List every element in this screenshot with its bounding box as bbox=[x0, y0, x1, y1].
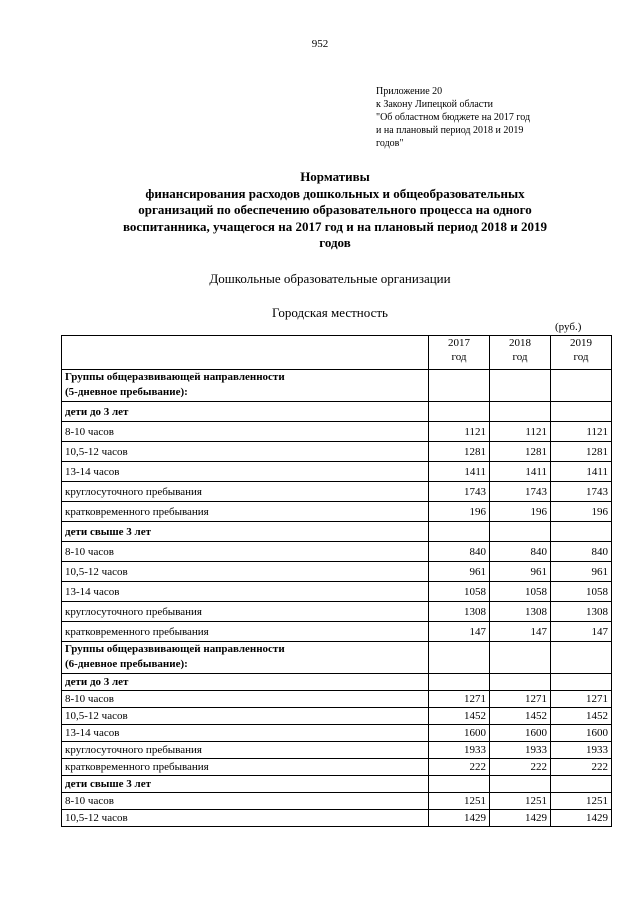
value-cell: 1452 bbox=[429, 708, 490, 725]
empty-cell bbox=[551, 402, 612, 422]
value-cell: 1600 bbox=[551, 725, 612, 742]
value-cell: 222 bbox=[490, 759, 551, 776]
row-label: 8-10 часов bbox=[62, 542, 429, 562]
appendix-line: Приложение 20 bbox=[376, 86, 443, 97]
value-cell: 840 bbox=[551, 542, 612, 562]
document-title bbox=[60, 169, 610, 252]
value-cell: 1411 bbox=[551, 462, 612, 482]
value-cell: 1251 bbox=[551, 793, 612, 810]
subgroup-row bbox=[62, 674, 612, 691]
empty-cell bbox=[490, 642, 551, 674]
empty-cell bbox=[429, 674, 490, 691]
norms-table bbox=[61, 335, 612, 827]
value-cell: 1121 bbox=[429, 422, 490, 442]
value-cell: 1251 bbox=[429, 793, 490, 810]
value-cell: 1933 bbox=[429, 742, 490, 759]
table-row bbox=[62, 602, 612, 622]
subsection-heading: Городская местность bbox=[272, 305, 388, 320]
title-line: воспитанника, учащегося на 2017 год и на плановый период 2018 и 2019 bbox=[123, 218, 547, 234]
table-row bbox=[62, 442, 612, 462]
row-label: 13-14 часов bbox=[62, 725, 429, 742]
header-year: 2017 bbox=[448, 337, 470, 349]
appendix-note bbox=[376, 85, 576, 150]
row-label: 10,5-12 часов bbox=[62, 442, 429, 462]
value-cell: 1281 bbox=[490, 442, 551, 462]
value-cell: 222 bbox=[429, 759, 490, 776]
subgroup-row bbox=[62, 402, 612, 422]
value-cell: 196 bbox=[490, 502, 551, 522]
table-row bbox=[62, 482, 612, 502]
subgroup-row bbox=[62, 522, 612, 542]
value-cell: 1452 bbox=[490, 708, 551, 725]
group-row bbox=[62, 642, 612, 674]
value-cell: 1600 bbox=[490, 725, 551, 742]
header-year-2017 bbox=[429, 336, 490, 370]
empty-cell bbox=[429, 642, 490, 674]
row-label: 10,5-12 часов bbox=[62, 562, 429, 582]
value-cell: 1281 bbox=[429, 442, 490, 462]
subgroup-label: дети свыше 3 лет bbox=[62, 776, 429, 793]
row-label: 10,5-12 часов bbox=[62, 810, 429, 827]
value-cell: 1429 bbox=[429, 810, 490, 827]
table-row bbox=[62, 462, 612, 482]
subgroup-label: дети свыше 3 лет bbox=[62, 522, 429, 542]
empty-cell bbox=[490, 370, 551, 402]
unit-label: (руб.) bbox=[555, 321, 582, 333]
row-label: 8-10 часов bbox=[62, 422, 429, 442]
value-cell: 961 bbox=[490, 562, 551, 582]
row-label: 10,5-12 часов bbox=[62, 708, 429, 725]
value-cell: 1271 bbox=[429, 691, 490, 708]
row-label: кратковременного пребывания bbox=[62, 502, 429, 522]
row-label: 13-14 часов bbox=[62, 462, 429, 482]
table-row bbox=[62, 562, 612, 582]
value-cell: 147 bbox=[551, 622, 612, 642]
row-label: 8-10 часов bbox=[62, 793, 429, 810]
value-cell: 1251 bbox=[490, 793, 551, 810]
page-number: 952 bbox=[311, 38, 329, 50]
row-label: круглосуточного пребывания bbox=[62, 742, 429, 759]
value-cell: 1429 bbox=[490, 810, 551, 827]
value-cell: 1933 bbox=[490, 742, 551, 759]
norms-table-body bbox=[62, 336, 612, 827]
appendix-line: годов" bbox=[376, 138, 404, 149]
empty-cell bbox=[551, 674, 612, 691]
row-label: кратковременного пребывания bbox=[62, 759, 429, 776]
value-cell: 1271 bbox=[551, 691, 612, 708]
value-cell: 147 bbox=[429, 622, 490, 642]
group-title-cell bbox=[62, 642, 429, 674]
title-line: организаций по обеспечению образовательного процесса на одного bbox=[138, 202, 532, 217]
value-cell: 961 bbox=[429, 562, 490, 582]
header-year-word: год bbox=[451, 351, 467, 363]
value-cell: 1271 bbox=[490, 691, 551, 708]
row-label: 13-14 часов bbox=[62, 582, 429, 602]
section-heading: Дошкольные образовательные организации bbox=[209, 271, 451, 286]
table-row bbox=[62, 742, 612, 759]
table-row bbox=[62, 502, 612, 522]
table-row bbox=[62, 708, 612, 725]
value-cell: 1933 bbox=[551, 742, 612, 759]
value-cell: 1121 bbox=[490, 422, 551, 442]
row-label: 8-10 часов bbox=[62, 691, 429, 708]
header-label-cell bbox=[62, 336, 429, 370]
subgroup-label: дети до 3 лет bbox=[62, 674, 429, 691]
appendix-line: к Закону Липецкой области bbox=[376, 99, 493, 110]
table-row bbox=[62, 422, 612, 442]
value-cell: 222 bbox=[551, 759, 612, 776]
title-line: годов bbox=[319, 235, 351, 250]
value-cell: 1308 bbox=[429, 602, 490, 622]
header-year-word: год bbox=[573, 351, 589, 363]
header-year: 2018 bbox=[509, 337, 531, 349]
appendix-line: "Об областном бюджете на 2017 год bbox=[376, 112, 531, 123]
value-cell: 1743 bbox=[551, 482, 612, 502]
empty-cell bbox=[429, 522, 490, 542]
subgroup-label: дети до 3 лет bbox=[62, 402, 429, 422]
value-cell: 1308 bbox=[551, 602, 612, 622]
value-cell: 1411 bbox=[490, 462, 551, 482]
value-cell: 196 bbox=[429, 502, 490, 522]
header-year-2019 bbox=[551, 336, 612, 370]
table-row bbox=[62, 725, 612, 742]
value-cell: 147 bbox=[490, 622, 551, 642]
subgroup-row bbox=[62, 776, 612, 793]
row-label: круглосуточного пребывания bbox=[62, 602, 429, 622]
value-cell: 1411 bbox=[429, 462, 490, 482]
value-cell: 1058 bbox=[429, 582, 490, 602]
table-row bbox=[62, 691, 612, 708]
table-row bbox=[62, 582, 612, 602]
value-cell: 1058 bbox=[490, 582, 551, 602]
group-title-line: Группы общеразвивающей направленности bbox=[65, 371, 285, 383]
header-year: 2019 bbox=[570, 337, 592, 349]
value-cell: 840 bbox=[429, 542, 490, 562]
header-year-word: год bbox=[512, 351, 528, 363]
value-cell: 1600 bbox=[429, 725, 490, 742]
value-cell: 961 bbox=[551, 562, 612, 582]
row-label: круглосуточного пребывания bbox=[62, 482, 429, 502]
empty-cell bbox=[551, 642, 612, 674]
title-line: финансирования расходов дошкольных и общеобразовательных bbox=[145, 185, 525, 201]
empty-cell bbox=[429, 776, 490, 793]
group-title-cell bbox=[62, 370, 429, 402]
empty-cell bbox=[551, 776, 612, 793]
header-year-2018 bbox=[490, 336, 551, 370]
table-row bbox=[62, 622, 612, 642]
table-row bbox=[62, 759, 612, 776]
table-row bbox=[62, 793, 612, 810]
empty-cell bbox=[490, 402, 551, 422]
value-cell: 1281 bbox=[551, 442, 612, 462]
value-cell: 1058 bbox=[551, 582, 612, 602]
value-cell: 1743 bbox=[429, 482, 490, 502]
title-line: Нормативы bbox=[300, 169, 370, 184]
value-cell: 1121 bbox=[551, 422, 612, 442]
group-title-line: (6-дневное пребывание): bbox=[65, 658, 188, 670]
table-row bbox=[62, 542, 612, 562]
empty-cell bbox=[551, 370, 612, 402]
value-cell: 1452 bbox=[551, 708, 612, 725]
value-cell: 840 bbox=[490, 542, 551, 562]
empty-cell bbox=[490, 674, 551, 691]
group-row bbox=[62, 370, 612, 402]
empty-cell bbox=[429, 402, 490, 422]
empty-cell bbox=[551, 522, 612, 542]
value-cell: 1308 bbox=[490, 602, 551, 622]
value-cell: 1429 bbox=[551, 810, 612, 827]
appendix-line: и на плановый период 2018 и 2019 bbox=[376, 125, 524, 136]
empty-cell bbox=[429, 370, 490, 402]
group-title-line: Группы общеразвивающей направленности bbox=[65, 643, 285, 655]
value-cell: 196 bbox=[551, 502, 612, 522]
group-title-line: (5-дневное пребывание): bbox=[65, 386, 188, 398]
empty-cell bbox=[490, 776, 551, 793]
empty-cell bbox=[490, 522, 551, 542]
value-cell: 1743 bbox=[490, 482, 551, 502]
table-header-row bbox=[62, 336, 612, 370]
table-row bbox=[62, 810, 612, 827]
row-label: кратковременного пребывания bbox=[62, 622, 429, 642]
